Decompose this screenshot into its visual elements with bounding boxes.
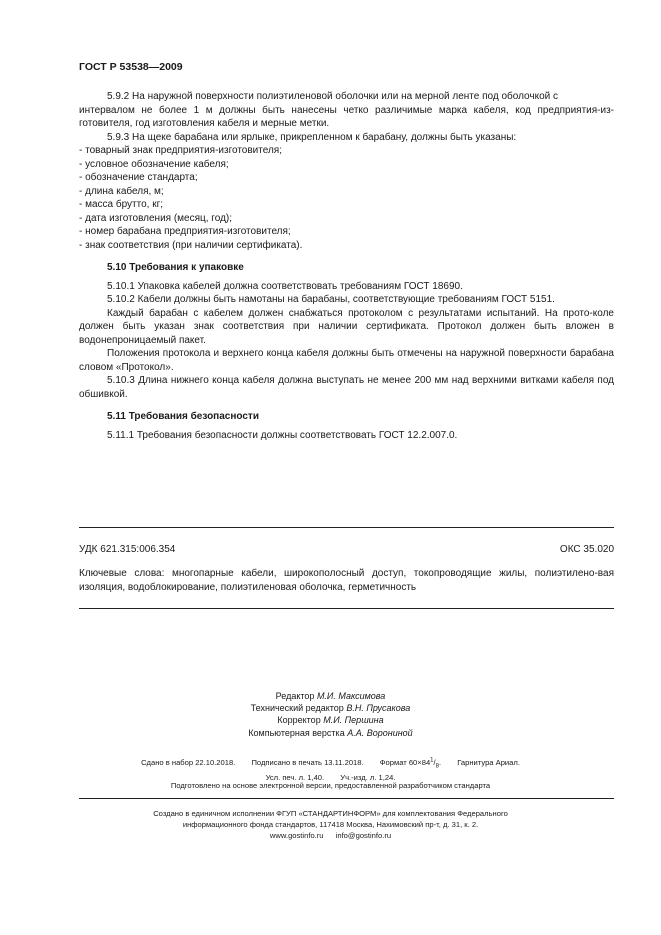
paragraph-5-10-2-b: Каждый барабан с кабелем должен снабжаться протоколом с результатами испытаний. На прото-коле должен быть указан знак соответствия при наличии сертификата. Протокол должен быть вложен в водонепроницаемый пакет. xyxy=(79,307,614,346)
list-item: - номер барабана предприятия-изготовителя; xyxy=(79,226,291,237)
oks-code: ОКС 35.020 xyxy=(559,544,614,555)
credit-editor: Редактор М.И. Максимова xyxy=(275,691,386,701)
imprint-pub-sheets: Уч.-изд. л. 1,24. xyxy=(340,773,396,783)
divider-top xyxy=(79,527,614,528)
keywords: Ключевые слова: многопарные кабели, широкополосный доступ, токопроводящие жилы, полиэтилено-вая изоляция, водоблокирование, полиэтиленовая оболочка, герметичность xyxy=(79,568,614,593)
imprint-format: Формат $60\times 84^1/_8$. xyxy=(379,757,442,770)
prepared-note: Подготовлено на основе электронной версии, предоставленной разработчиком стандарта xyxy=(170,781,491,790)
list-item: - условное обозначение кабеля; xyxy=(79,158,229,170)
section-heading-5-11: 5.11 Требования безопасности xyxy=(107,411,259,422)
paragraph-5-9-2-cont: интервалом не более 1 м должны быть нанесены четко различимые марка кабеля, код предприятия-из-готовителя, год изготовления кабеля и мерные метки. xyxy=(79,104,614,129)
imprint-typeface: Гарнитура Ариал. xyxy=(457,757,520,767)
list-item: - длина кабеля, м; xyxy=(79,185,164,197)
paragraph-5-9-3: 5.9.3 На щеке барабана или ярлыке, прикрепленном к барабану, должны быть указаны: xyxy=(107,131,517,143)
divider-bottom xyxy=(79,608,614,609)
created-line-1: Создано в единичном исполнении ФГУП «СТАНДАРТИНФОРМ» для комплектования Федерального xyxy=(153,809,508,818)
created-contacts xyxy=(0,830,661,841)
imprint-print-sheets: Усл. печ. л. 1,40. xyxy=(265,773,325,783)
credits-block xyxy=(0,690,661,739)
imprint-line-1 xyxy=(0,755,661,772)
credit-tech-editor: Технический редактор В.Н. Прусакова xyxy=(250,703,411,714)
list-item: - дата изготовления (месяц, год); xyxy=(79,212,233,224)
document-code: ГОСТ Р 53538—2009 xyxy=(79,61,183,73)
email-link[interactable]: info@gostinfo.ru xyxy=(335,831,392,840)
credit-layout: Компьютерная верстка А.А. Ворониной xyxy=(248,727,413,738)
created-block xyxy=(0,808,661,841)
paragraph-5-10-1: 5.10.1 Упаковка кабелей должна соответствовать требованиям ГОСТ 18690. xyxy=(107,280,463,292)
paragraph-5-9-2: 5.9.2 На наружной поверхности полиэтиленовой оболочки или на мерной ленте под оболочкой с xyxy=(107,91,559,102)
list-item: - товарный знак предприятия-изготовителя; xyxy=(79,145,282,156)
created-line-2: информационного фонда стандартов, 117418 Москва, Нахимовский пр-т, д. 31, к. 2. xyxy=(182,820,479,829)
list-item: - масса брутто, кг; xyxy=(79,199,164,210)
list-item: - обозначение стандарта; xyxy=(79,172,198,183)
classification-row xyxy=(79,544,614,555)
divider-imprint xyxy=(79,798,614,799)
section-heading-5-10: 5.10 Требования к упаковке xyxy=(107,262,244,273)
paragraph-5-10-3: 5.10.3 Длина нижнего конца кабеля должна выступать не менее 200 мм над верхними витками кабеля под обшивкой. xyxy=(79,375,614,400)
udk-code: УДК 621.315:006.354 xyxy=(79,544,176,555)
paragraph-5-10-2: 5.10.2 Кабели должны быть намотаны на барабаны, соответствующие требованиям ГОСТ 5151. xyxy=(107,294,555,305)
paragraph-5-11-1: 5.11.1 Требования безопасности должны соответствовать ГОСТ 12.2.007.0. xyxy=(107,429,458,441)
list-item: - знак соответствия (при наличии сертификата). xyxy=(79,239,303,251)
credit-corrector: Корректор М.И. Першина xyxy=(277,715,384,726)
website-link[interactable]: www.gostinfo.ru xyxy=(269,831,324,840)
document-body xyxy=(79,90,614,442)
paragraph-5-10-2-c: Положения протокола и верхнего конца кабеля должны быть отмечены на наружной поверхности барабана словом «Протокол». xyxy=(79,348,614,373)
imprint-set: Сдано в набор 22.10.2018. xyxy=(141,757,236,767)
imprint-signed: Подписано в печать 13.11.2018. xyxy=(251,757,364,767)
imprint-block xyxy=(0,755,661,783)
